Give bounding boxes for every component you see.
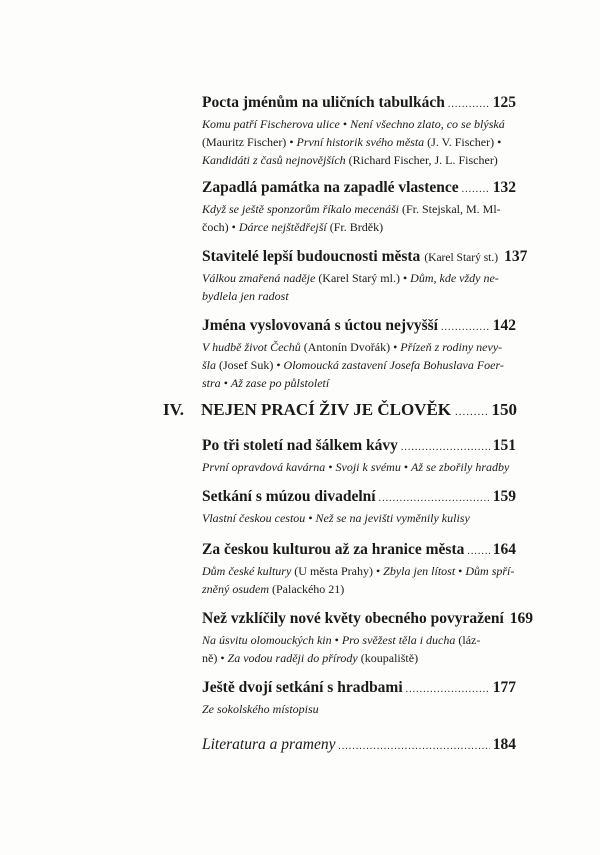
entry-subline: [202, 649, 516, 667]
entry-title: Za českou kulturou až za hranice města: [202, 541, 465, 558]
entry-person-note: (Karel Starý ml.): [318, 271, 400, 285]
entry-subline: [202, 200, 516, 218]
entry-title: Po tři století nad šálkem kávy: [202, 437, 398, 454]
entry-subtitle: Válkou zmařená naděje: [202, 271, 316, 285]
bullet-separator: •: [328, 460, 333, 474]
entry-title-line: [202, 436, 516, 458]
entry-title-line: [202, 178, 516, 200]
entry-subtitle: Na úsvitu olomouckých kin: [202, 633, 332, 647]
toc-entry[interactable]: [202, 678, 516, 718]
bullet-separator: •: [334, 633, 339, 647]
entry-subline: [202, 509, 516, 527]
entry-page: 159: [492, 488, 516, 505]
bullet-separator: •: [497, 135, 502, 149]
leader-dots: [401, 438, 490, 458]
entry-subtitle: První opravdová kavárna: [202, 460, 326, 474]
entry-subtitle: Za vodou raději do přírody: [227, 651, 358, 665]
entry-person-note: (Antonín Dvořák): [303, 340, 391, 354]
bullet-separator: •: [458, 564, 463, 578]
entry-note: (Karel Starý st.): [424, 252, 499, 264]
bullet-separator: •: [231, 220, 236, 234]
toc-entry[interactable]: [202, 178, 516, 236]
entry-subtitle: Komu patří Fischerova ulice: [202, 117, 340, 131]
entry-title-line: [202, 735, 516, 757]
entry-title-line: [202, 93, 516, 115]
entry-subline: [202, 218, 516, 236]
entry-subline: [202, 562, 516, 580]
entry-title-line: [202, 487, 516, 509]
entry-subtitle: První historik svého města: [296, 135, 425, 149]
bullet-separator: •: [403, 460, 409, 474]
entry-subtitle: Přízeň z rodiny nevy-: [400, 340, 503, 354]
bullet-separator: •: [342, 117, 348, 131]
toc-entry[interactable]: [202, 609, 534, 667]
section-title: NEJEN PRACÍ ŽIV JE ČLOVĚK: [201, 400, 452, 419]
entry-subtitle: Dárce nejštědřejší: [238, 220, 327, 234]
leader-dots: [455, 401, 487, 423]
entry-title: Jména vyslovovaná s úctou nejvyšší: [202, 317, 438, 334]
toc-entry[interactable]: [202, 316, 516, 392]
entry-subline: [202, 631, 516, 649]
entry-person-note: (J. V. Fischer): [427, 135, 495, 149]
entry-title-line: [202, 609, 534, 631]
entry-subtitle: bydlela jen radost: [202, 289, 289, 303]
entry-page: 142: [492, 317, 516, 334]
entry-page: 164: [492, 541, 516, 558]
entry-title: Setkání s múzou divadelní: [202, 488, 376, 505]
entry-subline: [202, 580, 516, 598]
entry-title-line: [202, 678, 516, 700]
entry-page: 132: [492, 179, 516, 196]
entry-person-note: (U města Prahy): [294, 564, 373, 578]
entry-person-note: (Josef Suk): [219, 358, 274, 372]
entry-subtitle: Zbyla jen lítost: [383, 564, 456, 578]
section-heading[interactable]: [163, 399, 517, 423]
entry-subtitle: Vlastní českou cestou: [202, 511, 306, 525]
entry-subtitle: šla: [202, 358, 217, 372]
entry-page: 137: [504, 248, 528, 265]
entry-person-note: (koupaliště): [360, 651, 419, 665]
entry-subtitle: Až zase po půlstoletí: [230, 376, 330, 390]
literature-entry[interactable]: [202, 735, 516, 757]
leader-dots: [462, 180, 490, 200]
leader-dots: [448, 95, 490, 115]
entry-subtitle: Než se na jevišti vyměnily kulisy: [315, 511, 470, 525]
entry-page: 125: [492, 94, 516, 111]
entry-person-note: (Fr. Brděk): [329, 220, 384, 234]
entry-person-note: (Mauritz Fischer): [202, 135, 287, 149]
entry-person-note: (Palackého 21): [271, 582, 345, 596]
entry-subline: [202, 458, 516, 476]
entry-person-note: (Fr. Stejskal, M. Ml-: [401, 202, 501, 216]
bullet-separator: •: [223, 376, 228, 390]
entry-subtitle: Dům spří-: [465, 564, 515, 578]
entry-subline: [202, 151, 516, 169]
entry-title: Literatura a prameny: [202, 736, 336, 753]
entry-person-note: (Richard Fischer, J. L. Fischer): [348, 153, 498, 167]
entry-subline: [202, 338, 516, 356]
entry-subtitle: zněný osudem: [202, 582, 269, 596]
leader-dots: [338, 737, 489, 757]
leader-dots: [467, 542, 489, 562]
entry-subtitle: Svoji k svému: [335, 460, 401, 474]
entry-subline: [202, 115, 516, 133]
entry-subline: [202, 700, 516, 718]
entry-subtitle: V hudbě život Čechů: [202, 340, 301, 354]
entry-subtitle: Až se zbořily hradby: [411, 460, 510, 474]
leader-dots: [406, 680, 490, 700]
toc-entry[interactable]: [202, 436, 516, 476]
entry-title: Ještě dvojí setkání s hradbami: [202, 679, 403, 696]
entry-page: 184: [492, 736, 516, 753]
leader-dots: [441, 318, 490, 338]
section-number: IV.: [163, 400, 184, 419]
toc-entry[interactable]: [202, 540, 516, 598]
section-page: 150: [491, 400, 517, 419]
entry-subline: [202, 374, 516, 392]
entry-person-note: čoch): [202, 220, 229, 234]
entry-title: Pocta jménům na uličních tabulkách: [202, 94, 445, 111]
entry-subline: [202, 356, 516, 374]
bullet-separator: •: [393, 340, 398, 354]
entry-page: 169: [509, 610, 534, 627]
toc-entry[interactable]: [202, 487, 516, 527]
entry-title-line: [202, 247, 528, 269]
entry-subtitle: Když se ještě sponzorům říkalo mecenáši: [202, 202, 399, 216]
entry-subtitle: Kandidáti z časů nejnovějších: [202, 153, 346, 167]
entry-subtitle: Ze sokolského místopisu: [202, 702, 319, 716]
entry-subline: [202, 133, 516, 151]
entry-subtitle: Pro svěžest těla i ducha: [341, 633, 456, 647]
bullet-separator: •: [289, 135, 294, 149]
leader-dots: [379, 489, 490, 509]
entry-page: 151: [492, 437, 516, 454]
toc-entry[interactable]: [202, 93, 516, 169]
entry-subline: [202, 287, 516, 305]
entry-subtitle: Olomoucká zastavení Josefa Bohuslava Foer-: [283, 358, 504, 372]
bullet-separator: •: [402, 271, 408, 285]
bullet-separator: •: [308, 511, 313, 525]
toc-entry[interactable]: [202, 247, 528, 305]
entry-title: Stavitelé lepší budoucnosti města: [202, 248, 421, 265]
bullet-separator: •: [375, 564, 381, 578]
entry-subtitle: Není všechno zlato, co se blýská: [350, 117, 505, 131]
bullet-separator: •: [276, 358, 281, 372]
entry-person-note: ně): [202, 651, 218, 665]
entry-title: Než vzklíčily nové květy obecného povyražení: [202, 610, 504, 627]
entry-title: Zapadlá památka na zapadlé vlastence: [202, 179, 459, 196]
entry-subtitle: Dům, kde vždy ne-: [410, 271, 499, 285]
bullet-separator: •: [220, 651, 225, 665]
entry-title-line: [202, 540, 516, 562]
entry-title-line: [202, 316, 516, 338]
entry-page: 177: [492, 679, 516, 696]
entry-subtitle: Dům české kultury: [202, 564, 292, 578]
entry-person-note: (láz-: [458, 633, 481, 647]
entry-subtitle: stra: [202, 376, 221, 390]
entry-subline: [202, 269, 516, 287]
